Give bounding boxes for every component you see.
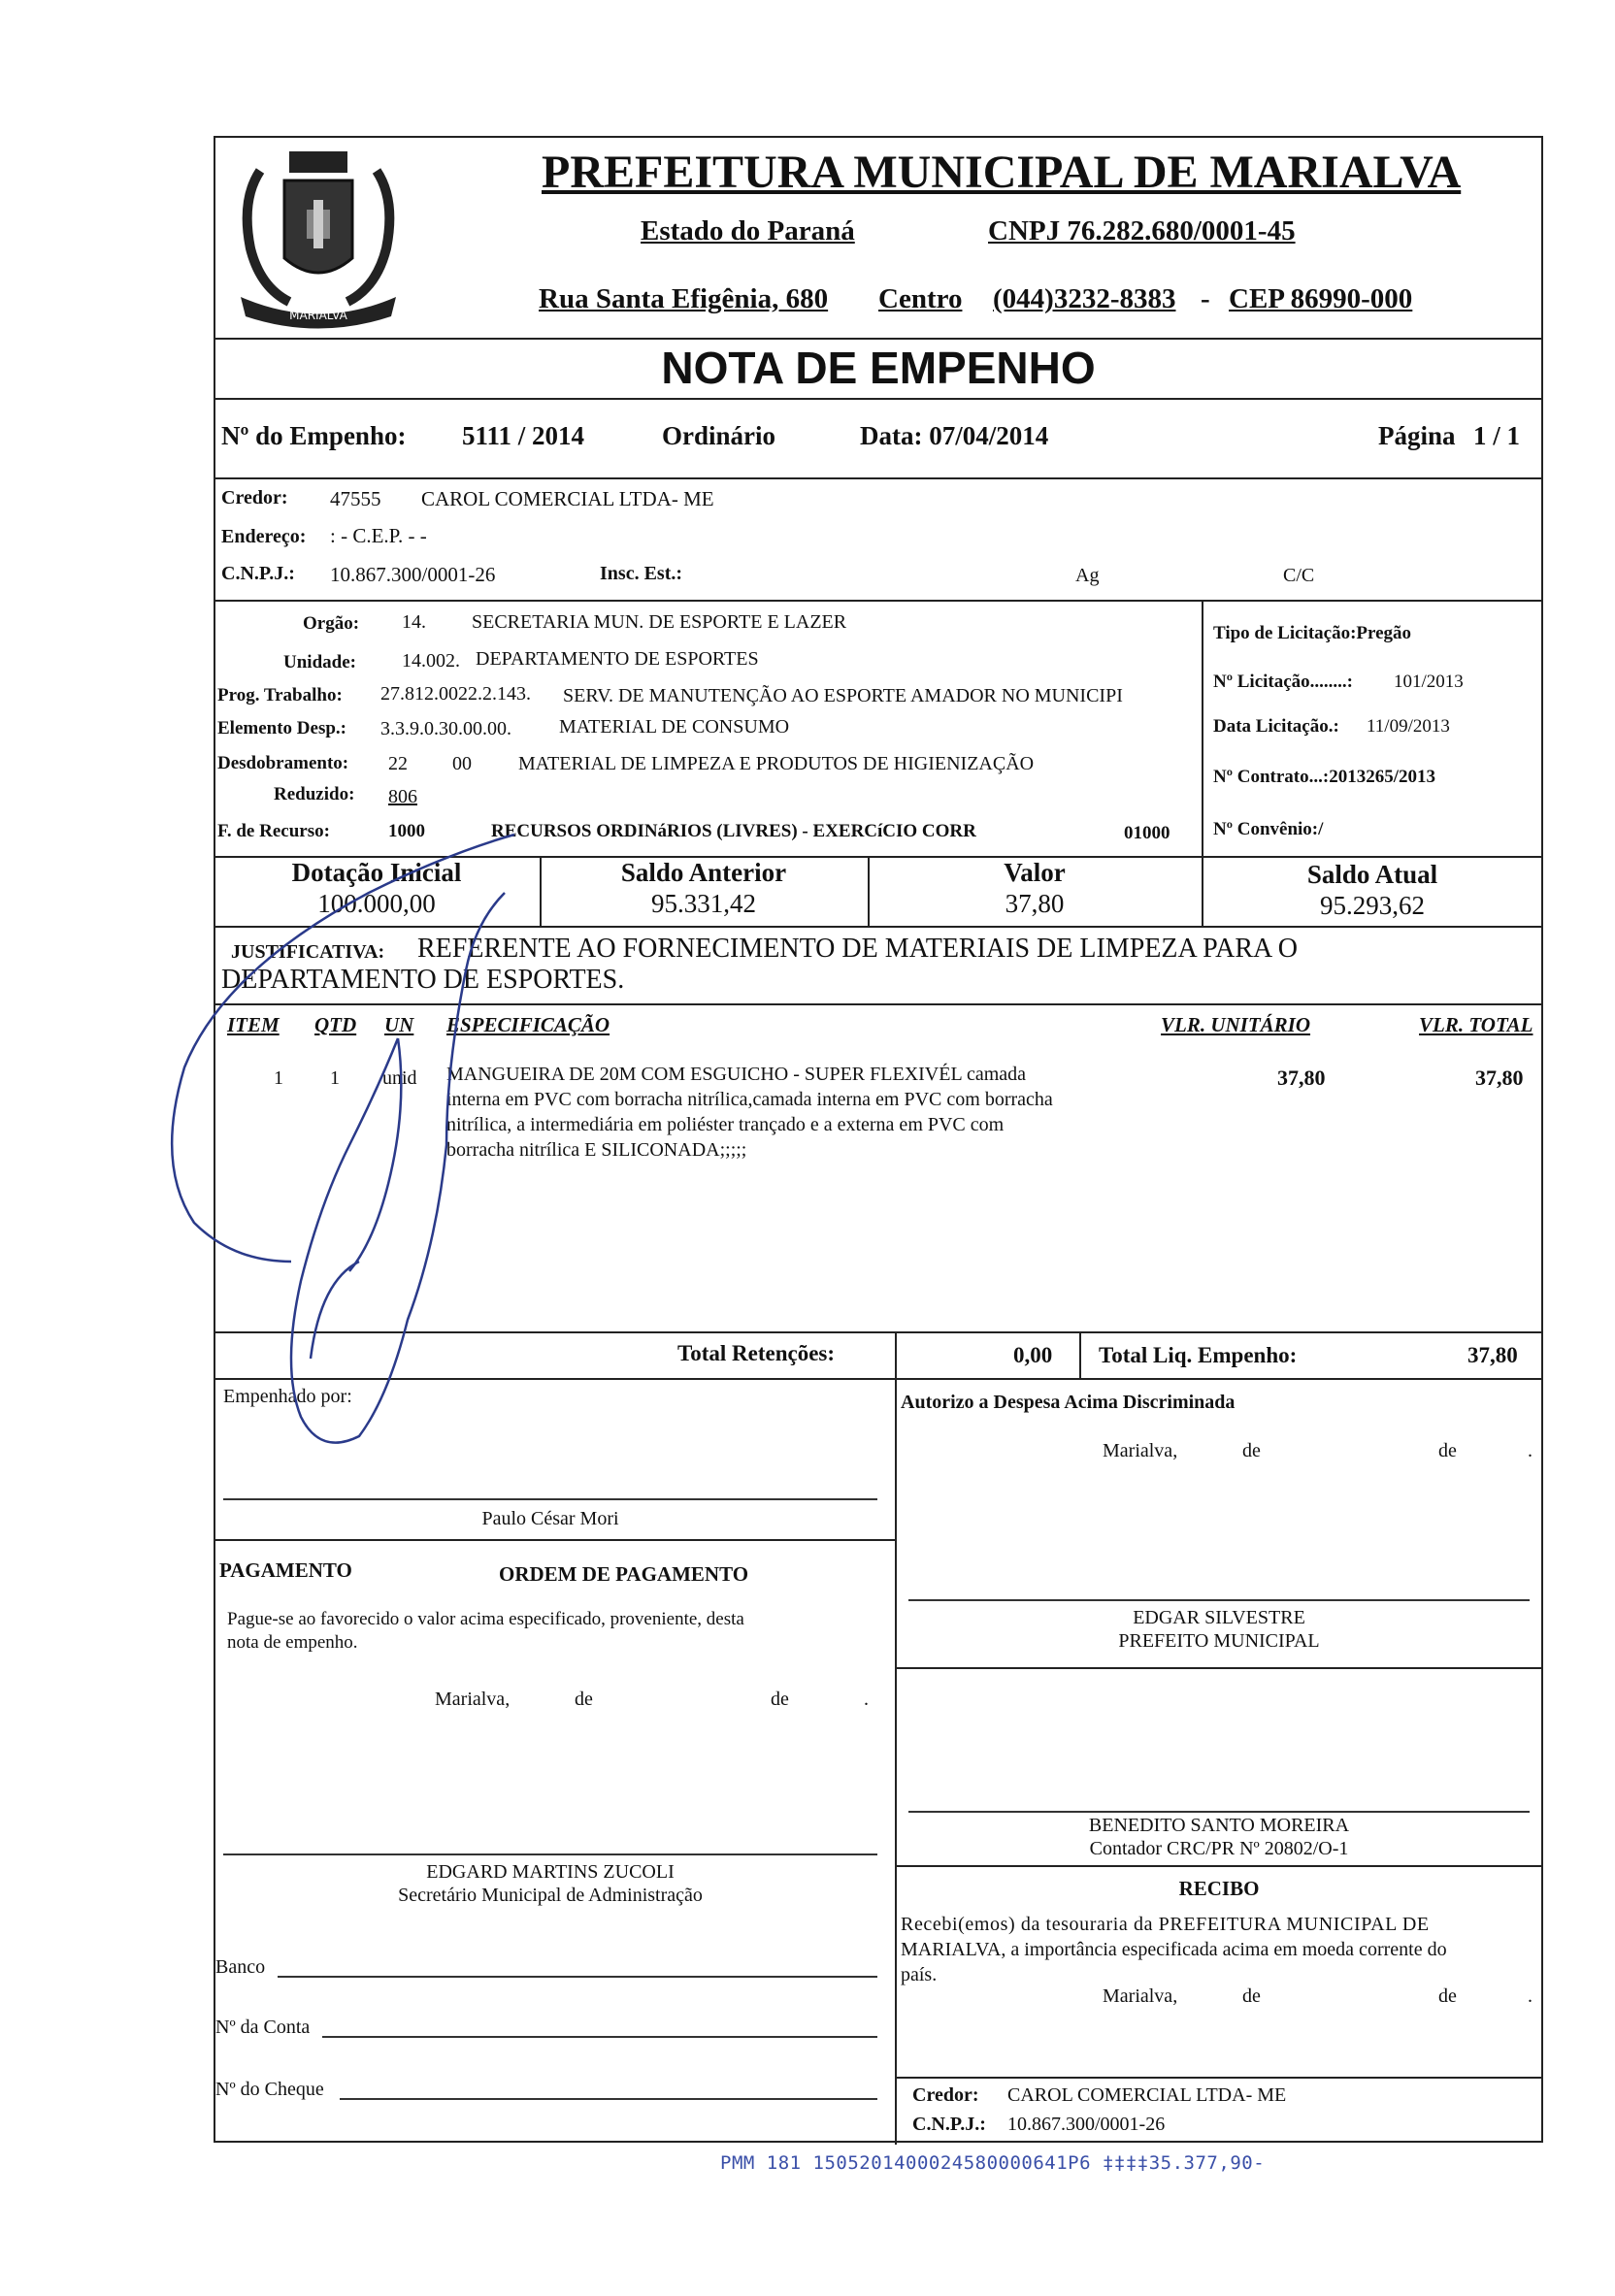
- elemento-code: 3.3.9.0.30.00.00.: [380, 718, 511, 739]
- item-total-value: 37,80: [1475, 1066, 1524, 1090]
- credor-code: 47555: [330, 487, 381, 510]
- divider: [214, 1331, 1543, 1333]
- credor-label: Credor:: [221, 487, 288, 508]
- item-spec-line: nitrílica, a intermediária em poliéster trançado e a externa em PVC com: [446, 1114, 1005, 1135]
- convenio-label: Nº Convênio:/: [1213, 819, 1324, 839]
- cheque-line: [340, 2098, 877, 2100]
- empenho-type: Ordinário: [662, 421, 776, 450]
- item-spec-line: borracha nitrílica E SILICONADA;;;;;: [446, 1139, 747, 1161]
- retencoes-label: Total Retenções:: [677, 1341, 836, 1365]
- header-separator: -: [1201, 283, 1210, 314]
- prefeito-title: PREFEITO MUNICIPAL: [1118, 1630, 1320, 1652]
- elemento-name: MATERIAL DE CONSUMO: [559, 716, 790, 738]
- divider: [1079, 1331, 1081, 1378]
- recibo-label: RECIBO: [1178, 1877, 1260, 1900]
- ordem-pagamento-label: ORDEM DE PAGAMENTO: [499, 1562, 749, 1586]
- secretario-name: EDGARD MARTINS ZUCOLI: [426, 1861, 675, 1883]
- justificativa-line2: DEPARTAMENTO DE ESPORTES.: [221, 965, 625, 995]
- document-title: NOTA DE EMPENHO: [661, 343, 1096, 393]
- cheque-label: Nº do Cheque: [215, 2079, 324, 2100]
- credor-cnpj-label: C.N.P.J.:: [221, 563, 295, 584]
- col-header-qtd: QTD: [314, 1013, 357, 1036]
- pague-line: Pague-se ao favorecido o valor acima especificado, proveniente, desta: [227, 1609, 744, 1629]
- secretario-title: Secretário Municipal de Administração: [398, 1885, 703, 1906]
- banco-line: [278, 1976, 877, 1978]
- empenho-date: Data: 07/04/2014: [860, 421, 1049, 450]
- page-label: Página: [1378, 421, 1456, 450]
- prefeito-name: EDGAR SILVESTRE: [1133, 1607, 1305, 1628]
- cnpj-footer-value: 10.867.300/0001-26: [1007, 2114, 1166, 2135]
- divider: [895, 2077, 1543, 2079]
- item-qtd: 1: [330, 1067, 340, 1089]
- recurso-code: 01000: [1124, 823, 1170, 843]
- de-label: de: [1438, 1985, 1457, 2007]
- phone-label: (044)3232-8383: [993, 283, 1176, 314]
- saldo-anterior-value: 95.331,42: [651, 889, 756, 918]
- credor-footer-label: Credor:: [912, 2084, 979, 2106]
- autorizo-label: Autorizo a Despesa Acima Discriminada: [901, 1392, 1236, 1413]
- recibo-line: país.: [901, 1964, 938, 1985]
- district-label: Centro: [878, 283, 963, 314]
- city-label: Marialva,: [1103, 1985, 1178, 2007]
- address-label: Rua Santa Efigênia, 680: [539, 283, 829, 314]
- item-spec-line: MANGUEIRA DE 20M COM ESGUICHO - SUPER FLEXIVÉL camada: [446, 1064, 1027, 1085]
- licitacao-date: 11/09/2013: [1367, 716, 1450, 737]
- reduzido-value: 806: [388, 786, 417, 807]
- coat-of-arms-logo: [221, 142, 415, 336]
- de-label: de: [1242, 1985, 1261, 2007]
- orgao-label: Orgão:: [303, 613, 360, 634]
- saldo-atual-label: Saldo Atual: [1306, 860, 1438, 889]
- prefeitura-title: PREFEITURA MUNICIPAL DE MARIALVA: [542, 147, 1462, 198]
- justificativa-line1: REFERENTE AO FORNECIMENTO DE MATERIAIS DE LIMPEZA PARA O: [417, 934, 1298, 964]
- orgao-name: SECRETARIA MUN. DE ESPORTE E LAZER: [472, 611, 847, 633]
- retencoes-value: 0,00: [1013, 1343, 1053, 1367]
- col-header-especificacao: ESPECIFICAÇÃO: [446, 1013, 610, 1036]
- divider: [214, 398, 1543, 400]
- period: .: [1528, 1985, 1533, 2007]
- desdobramento-name: MATERIAL DE LIMPEZA E PRODUTOS DE HIGIENIZAÇÃO: [518, 753, 1035, 774]
- valor-label: Valor: [1004, 858, 1066, 887]
- divider: [214, 926, 1543, 928]
- col-header-total-value: VLR. TOTAL: [1419, 1013, 1533, 1036]
- credor-footer-name: CAROL COMERCIAL LTDA- ME: [1007, 2084, 1287, 2106]
- licitacao-type: Tipo de Licitação:Pregão: [1213, 623, 1412, 643]
- reduzido-label: Reduzido:: [274, 784, 355, 804]
- pague-line: nota de empenho.: [227, 1632, 358, 1653]
- licitacao-number: 101/2013: [1394, 672, 1464, 692]
- de-label: de: [771, 1689, 789, 1710]
- divider: [895, 1865, 1543, 1867]
- banco-label: Banco: [215, 1956, 266, 1978]
- licitacao-date-label: Data Licitação.:: [1213, 716, 1339, 737]
- address-field-label: Endereço:: [221, 526, 307, 547]
- item-unit-value: 37,80: [1277, 1066, 1326, 1090]
- conta-line: [322, 2036, 877, 2038]
- contador-name: BENEDITO SANTO MOREIRA: [1088, 1815, 1350, 1836]
- city-label: Marialva,: [435, 1689, 511, 1710]
- unidade-code: 14.002.: [402, 650, 460, 672]
- signature-line: [223, 1498, 877, 1500]
- cnpj-footer-label: C.N.P.J.:: [912, 2114, 986, 2135]
- dotacao-value: 100.000,00: [317, 889, 436, 918]
- signature-line: [908, 1811, 1530, 1813]
- recurso-code: 1000: [388, 821, 425, 841]
- divider: [214, 1003, 1543, 1005]
- signature-line: [908, 1599, 1530, 1601]
- cc-label: C/C: [1283, 565, 1315, 586]
- empenho-number: 5111 / 2014: [462, 421, 585, 450]
- machine-stamp: PMM 181 1505201400024580000641P6 ‡‡‡‡35.377,90-: [720, 2152, 1266, 2174]
- divider: [214, 477, 1543, 479]
- pagamento-label: PAGAMENTO: [219, 1558, 352, 1582]
- recibo-line: Recebi(emos) da tesouraria da PREFEITURA MUNICIPAL DE: [901, 1914, 1430, 1935]
- unidade-label: Unidade:: [283, 652, 356, 672]
- recibo-line: MARIALVA, a importância especificada acima em moeda corrente do: [901, 1939, 1447, 1960]
- empenhado-label: Empenhado por:: [223, 1386, 352, 1407]
- svg-text:MARIALVA: MARIALVA: [289, 309, 347, 322]
- signature-line: [223, 1853, 877, 1855]
- col-header-un: UN: [384, 1013, 414, 1036]
- item-spec-line: interna em PVC com borracha nitrílica,camada interna em PVC com borracha: [446, 1089, 1053, 1110]
- orgao-code: 14.: [402, 611, 426, 633]
- credor-name: CAROL COMERCIAL LTDA- ME: [421, 487, 714, 510]
- insc-est-label: Insc. Est.:: [600, 563, 683, 584]
- prog-code: 27.812.0022.2.143.: [380, 683, 531, 705]
- cep-label: CEP 86990-000: [1229, 283, 1413, 314]
- liquido-value: 37,80: [1467, 1343, 1518, 1367]
- empenho-label: Nº do Empenho:: [221, 421, 407, 450]
- saldo-atual-value: 95.293,62: [1320, 891, 1425, 920]
- divider: [895, 1667, 1543, 1669]
- recurso-label: F. de Recurso:: [217, 821, 330, 841]
- divider: [214, 338, 1543, 340]
- credor-address: : - C.E.P. - -: [330, 524, 427, 547]
- divider: [1202, 600, 1203, 857]
- page-number: 1 / 1: [1473, 421, 1521, 450]
- prog-name: SERV. DE MANUTENÇÃO AO ESPORTE AMADOR NO MUNICIPI: [563, 685, 1123, 706]
- liquido-label: Total Liq. Empenho:: [1099, 1343, 1298, 1367]
- city-label: Marialva,: [1103, 1440, 1178, 1461]
- divider: [214, 1378, 1543, 1380]
- item-number: 1: [274, 1067, 283, 1089]
- prog-label: Prog. Trabalho:: [217, 685, 343, 705]
- justificativa-label: JUSTIFICATIVA:: [231, 941, 385, 963]
- divider: [895, 1331, 897, 2145]
- period: .: [1528, 1440, 1533, 1461]
- divider: [214, 600, 1543, 602]
- desdobramento-code: 22: [388, 753, 408, 774]
- desdobramento-label: Desdobramento:: [217, 753, 349, 773]
- contador-title: Contador CRC/PR Nº 20802/O-1: [1089, 1838, 1349, 1859]
- valor-value: 37,80: [1005, 889, 1065, 918]
- recurso-name: RECURSOS ORDINáRIOS (LIVRES) - EXERCíCIO CORR: [491, 821, 976, 841]
- state-label: Estado do Paraná: [641, 215, 855, 246]
- unidade-name: DEPARTAMENTO DE ESPORTES: [476, 648, 759, 670]
- de-label: de: [1242, 1440, 1261, 1461]
- col-header-unit-value: VLR. UNITÁRIO: [1161, 1013, 1311, 1036]
- conta-label: Nº da Conta: [215, 2017, 311, 2038]
- item-un: unid: [382, 1067, 417, 1089]
- credor-cnpj: 10.867.300/0001-26: [330, 563, 496, 586]
- dotacao-label: Dotação Inicial: [291, 858, 462, 887]
- ag-label: Ag: [1075, 565, 1100, 586]
- de-label: de: [1438, 1440, 1457, 1461]
- empenhado-name: Paulo César Mori: [481, 1508, 619, 1529]
- contrato-label: Nº Contrato...:2013265/2013: [1213, 767, 1435, 787]
- de-label: de: [575, 1689, 593, 1710]
- saldo-anterior-label: Saldo Anterior: [620, 858, 787, 887]
- desdobramento-code: 00: [452, 753, 472, 774]
- elemento-label: Elemento Desp.:: [217, 718, 346, 738]
- cnpj-header: CNPJ 76.282.680/0001-45: [988, 215, 1296, 246]
- divider: [214, 1539, 895, 1541]
- licitacao-number-label: Nº Licitação........:: [1213, 672, 1353, 692]
- period: .: [864, 1689, 869, 1710]
- col-header-item: ITEM: [227, 1013, 280, 1036]
